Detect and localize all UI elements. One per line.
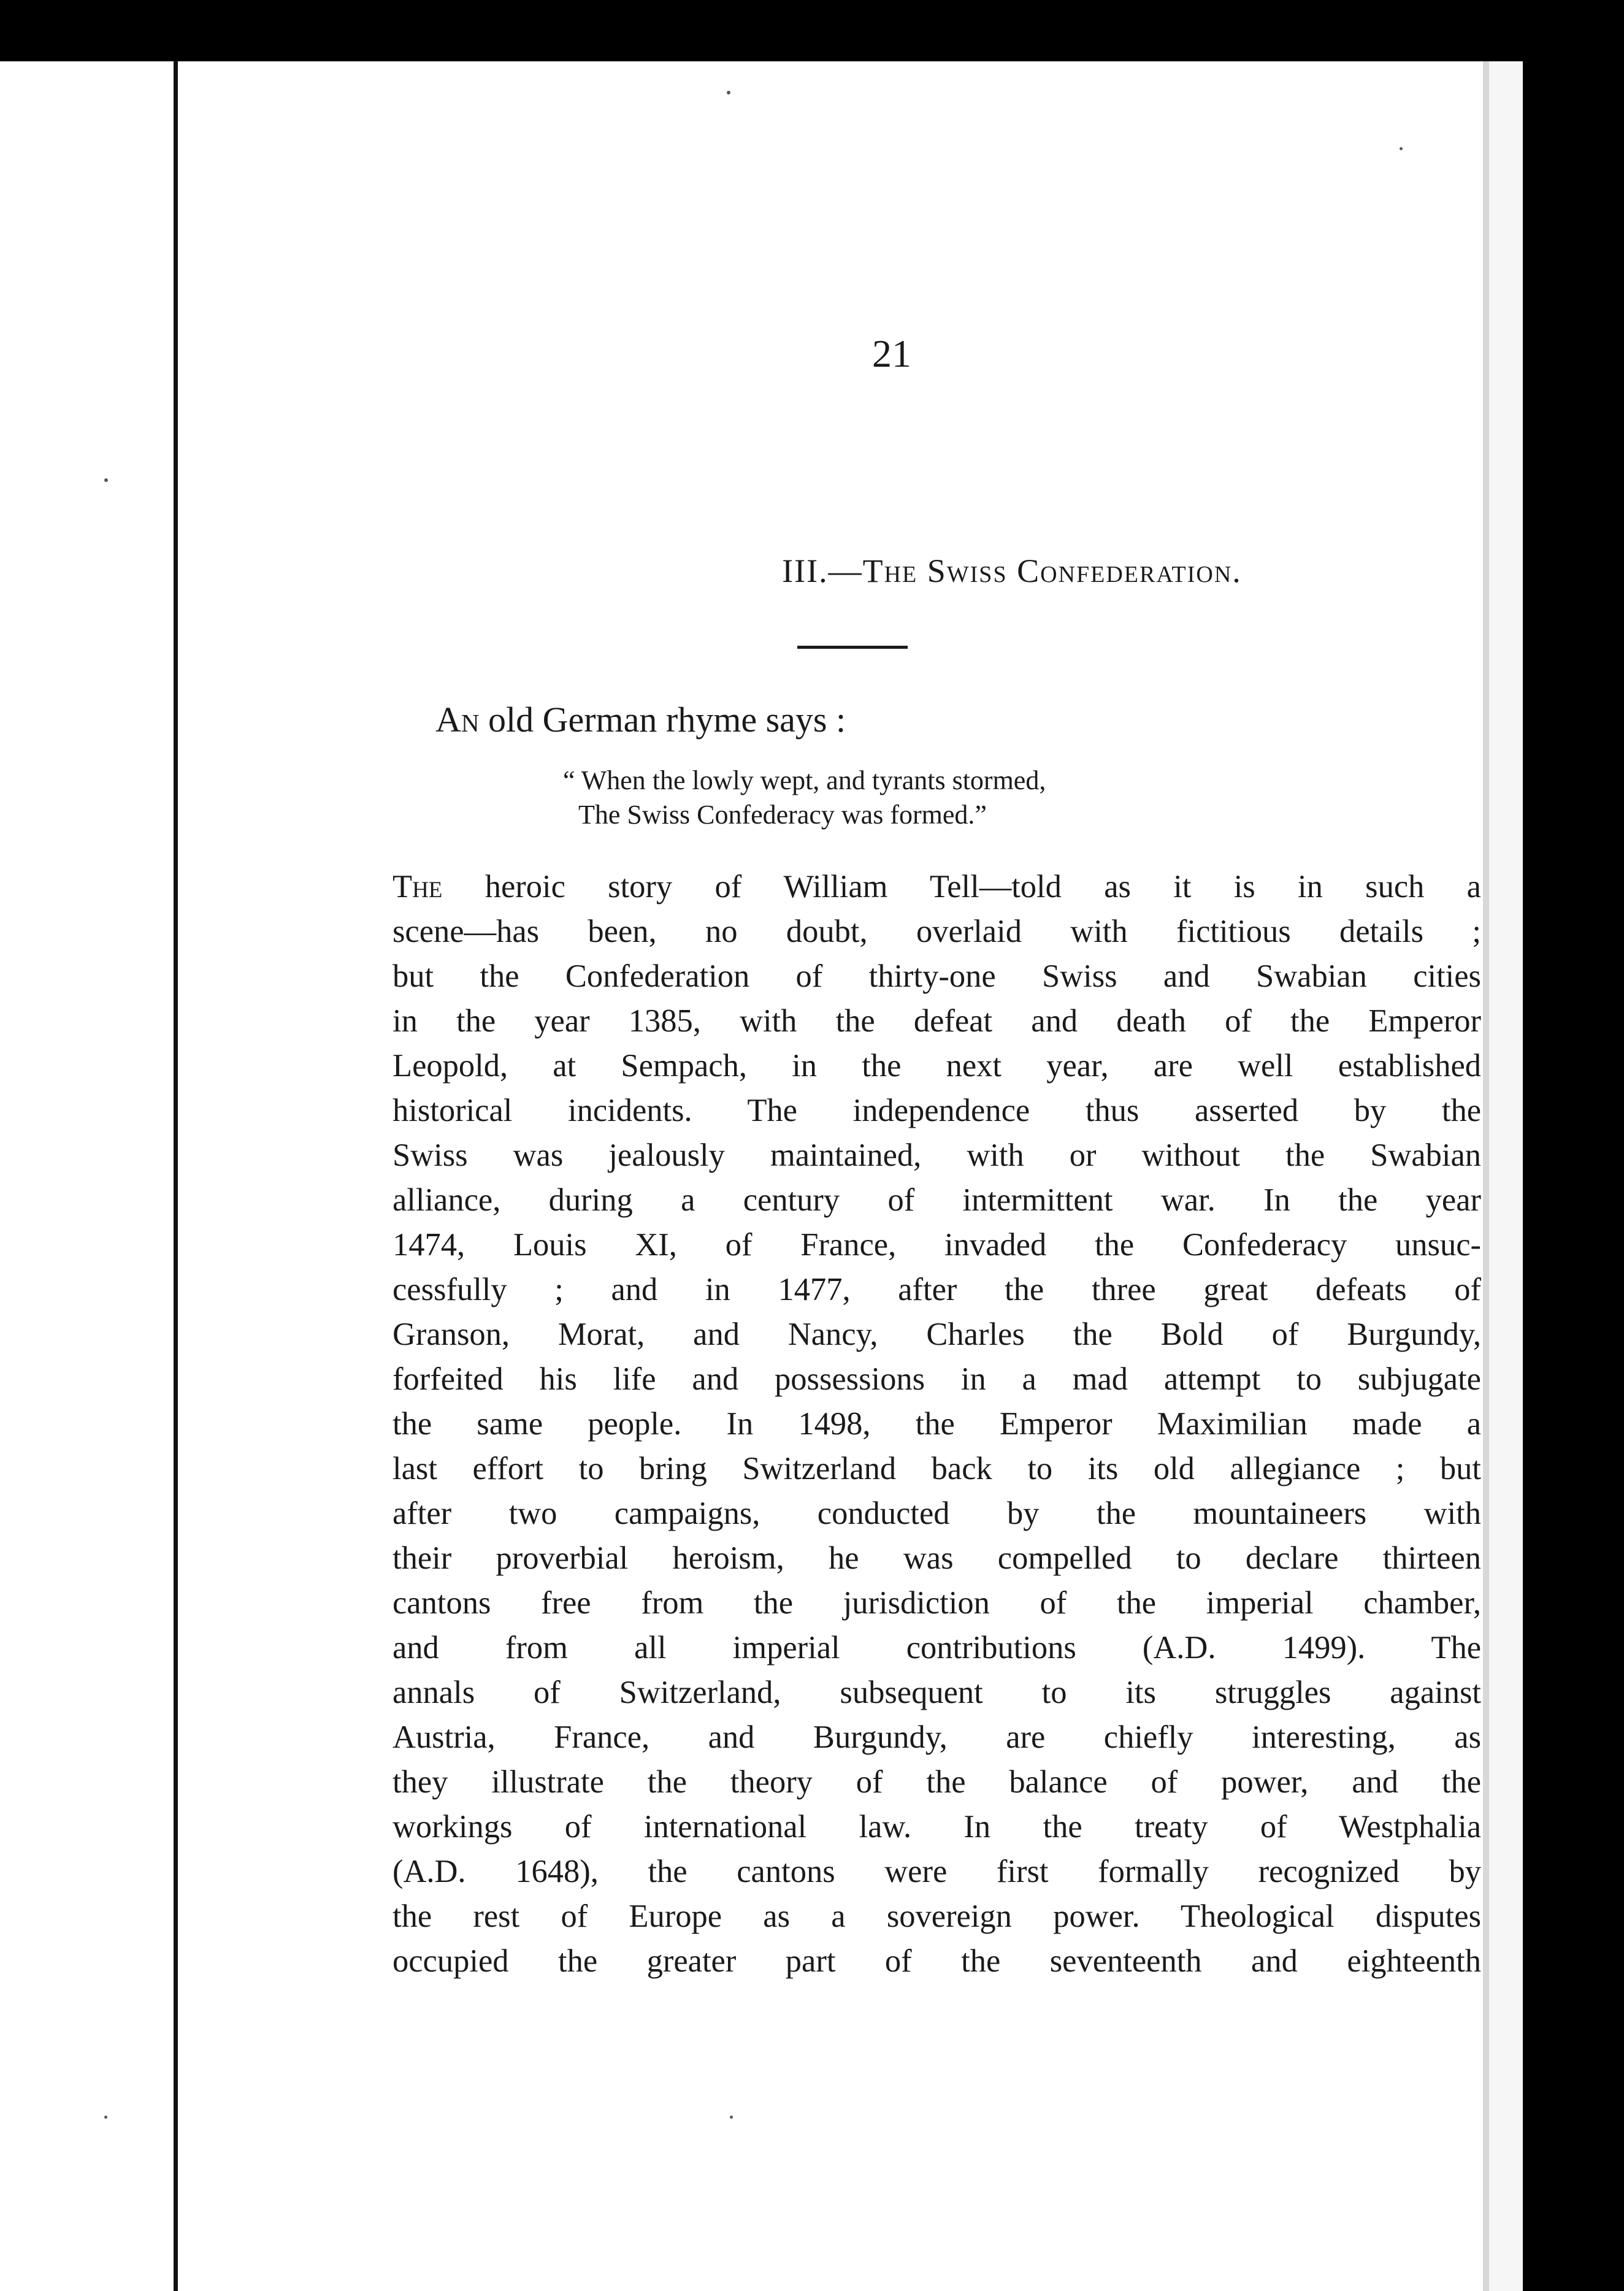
chapter-heading: III.—The Swiss Confederation.	[782, 553, 1242, 589]
page	[178, 61, 1483, 2291]
paragraph-line: they illustrate the theory of the balance of power, and the	[393, 1764, 1481, 1800]
paragraph-line: but the Confederation of thirty-one Swiss and Swabian cities	[393, 958, 1481, 994]
paragraph-line: (A.D. 1648), the cantons were first formally recognized by	[393, 1854, 1481, 1889]
paragraph-line: in the year 1385, with the defeat and death of the Emperor	[393, 1003, 1481, 1039]
scan-border-right	[1523, 61, 1624, 2291]
paragraph-line: workings of international law. In the treaty of Westphalia	[393, 1809, 1481, 1845]
paragraph-line: cantons free from the jurisdiction of the imperial chamber,	[393, 1585, 1481, 1621]
paragraph-line: Austria, France, and Burgundy, are chiefly interesting, as	[393, 1719, 1481, 1755]
paragraph-line: Swiss was jealously maintained, with or without the Swabian	[393, 1138, 1481, 1173]
book-gutter	[174, 61, 178, 2291]
paragraph-line: and from all imperial contributions (A.D. 1499). The	[393, 1630, 1481, 1666]
paper-speck	[727, 91, 730, 94]
paragraph-line: Granson, Morat, and Nancy, Charles the Bold of Burgundy,	[393, 1317, 1481, 1352]
body-paragraph	[393, 865, 1481, 1984]
page-number: 21	[872, 332, 911, 375]
paragraph-line-first	[393, 865, 1481, 909]
paragraph-line: their proverbial heroism, he was compelled to declare thirteen	[393, 1540, 1481, 1576]
intro-line	[435, 699, 846, 740]
left-page-edge	[0, 61, 174, 2291]
paragraph-line: annals of Switzerland, subsequent to its struggles against	[393, 1675, 1481, 1710]
intro-lead: An	[435, 700, 480, 740]
paragraph-line: historical incidents. The independence thus asserted by the	[393, 1093, 1481, 1128]
heading-rule	[797, 646, 908, 649]
intro-rest: old German rhyme says :	[479, 700, 846, 740]
paper-speck	[1400, 147, 1403, 150]
paragraph-line: Leopold, at Sempach, in the next year, are well established	[393, 1048, 1481, 1084]
paragraph-line: after two campaigns, conducted by the mountaineers with	[393, 1496, 1481, 1531]
paragraph-line-last: occupied the greater part of the seventeenth and eighteenth	[393, 1943, 1481, 1979]
paper-speck	[104, 2116, 107, 2119]
paragraph-line: scene—has been, no doubt, overlaid with fictitious details ;	[393, 914, 1481, 949]
paragraph-lead: The	[393, 869, 443, 905]
paragraph-line: the same people. In 1498, the Emperor Maximilian made a	[393, 1406, 1481, 1442]
paragraph-first-rest: heroic story of William Tell—told as it is in such a	[442, 869, 1481, 905]
paragraph-line: cessfully ; and in 1477, after the three great defeats of	[393, 1272, 1481, 1307]
paper-speck	[104, 478, 108, 482]
paragraph-line: 1474, Louis XI, of France, invaded the Confederacy unsuc-	[393, 1227, 1481, 1263]
paragraph-line: the rest of Europe as a sovereign power. Theological disputes	[393, 1899, 1481, 1934]
right-page-edge-shadow	[1483, 61, 1489, 2291]
verse-quote	[563, 763, 1046, 832]
right-page-edge	[1489, 61, 1523, 2291]
paper-speck	[730, 2116, 733, 2119]
paragraph-line: forfeited his life and possessions in a mad attempt to subjugate	[393, 1361, 1481, 1397]
verse-line-1: “ When the lowly wept, and tyrants stormed,	[563, 765, 1046, 795]
paragraph-line: last effort to bring Switzerland back to its old allegiance ; but	[393, 1451, 1481, 1486]
paragraph-line: alliance, during a century of intermittent war. In the year	[393, 1182, 1481, 1218]
verse-line-2: The Swiss Confederacy was formed.”	[578, 800, 987, 830]
